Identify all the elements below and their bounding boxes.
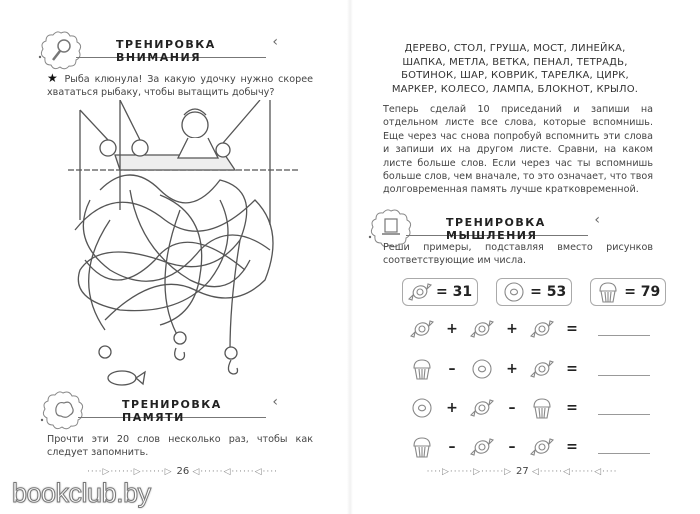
star-icon: ★ bbox=[47, 71, 60, 85]
word-list bbox=[370, 42, 660, 96]
attention-task-text: Рыба клюнула! За какую удочку нужно скорее хвататься рыбаку, чтобы вытащить добычу? bbox=[47, 74, 313, 98]
answer-blank[interactable] bbox=[598, 363, 650, 376]
watermark: bookclub.by bbox=[12, 478, 151, 508]
candy-icon bbox=[470, 397, 494, 419]
banner-tick: ‹ bbox=[594, 212, 600, 228]
memory-task: Прочти эти 20 слов несколько раз, чтобы как следует запомнить. bbox=[47, 434, 313, 458]
memory-instructions: Теперь сделай 10 приседаний и запиши на отдельном листе все слова, которые вспомнишь. Еще через час снова попробуй вспомнить эти слова и запиши их на другом листе. Сравни, на каком листе больше слов. Если через час ты вспомнишь больше слов, чем вначале, то это означает, что твоя долговременная память лучше кратковременной. bbox=[383, 104, 653, 196]
cupcake-icon bbox=[410, 358, 434, 380]
answer-blank[interactable] bbox=[598, 323, 650, 336]
candy-icon bbox=[530, 436, 554, 458]
donut-icon bbox=[470, 358, 494, 380]
page-number-left bbox=[45, 466, 320, 477]
banner-tick: ‹ bbox=[272, 394, 278, 410]
cupcake-icon bbox=[596, 281, 620, 303]
equals-sign: = bbox=[566, 439, 578, 455]
thinking-banner bbox=[368, 208, 600, 242]
candy-icon bbox=[408, 281, 432, 303]
decorative-arrows: ◁······◁······◁···· bbox=[192, 467, 278, 477]
memory-title: ТРЕНИРОВКА ПАМЯТИ bbox=[122, 398, 222, 424]
icon-value-legend bbox=[402, 278, 666, 306]
attention-task bbox=[47, 72, 313, 99]
equation-row bbox=[410, 358, 650, 380]
candy-icon bbox=[470, 318, 494, 340]
decorative-arrows: ····▷······▷······▷ bbox=[87, 467, 177, 477]
decorative-arrows: ····▷······▷······▷ bbox=[426, 467, 516, 477]
attention-banner bbox=[38, 30, 278, 64]
page-number: 26 bbox=[176, 466, 190, 477]
candy-icon bbox=[470, 436, 494, 458]
operator: – bbox=[448, 439, 456, 455]
candy-icon bbox=[530, 358, 554, 380]
page-number-right bbox=[382, 466, 662, 477]
legend-donut bbox=[496, 278, 572, 306]
legend-candy bbox=[402, 278, 478, 306]
legend-cupcake bbox=[590, 278, 666, 306]
candy-icon bbox=[410, 318, 434, 340]
fishing-maze-illustration bbox=[60, 100, 305, 390]
donut-icon bbox=[502, 281, 526, 303]
word-line: БОТИНОК, ШАР, КОВРИК, ТАРЕЛКА, ЦИРК, bbox=[401, 70, 629, 81]
operator: + bbox=[506, 361, 518, 377]
equation-row bbox=[410, 436, 650, 458]
answer-blank[interactable] bbox=[598, 441, 650, 454]
legend-value: = 53 bbox=[530, 284, 567, 300]
equals-sign: = bbox=[566, 321, 578, 337]
legend-value: = 31 bbox=[436, 284, 473, 300]
cupcake-icon bbox=[410, 436, 434, 458]
brain-icon bbox=[40, 390, 86, 430]
operator: – bbox=[508, 439, 516, 455]
equation-row bbox=[410, 397, 650, 419]
legend-value: = 79 bbox=[624, 284, 661, 300]
word-line: МАРКЕР, КОЛЕСО, ЛАМПА, БЛОКНОТ, КРЫЛО. bbox=[391, 83, 639, 95]
word-line: ДЕРЕВО, СТОЛ, ГРУША, МОСТ, ЛИНЕЙКА, bbox=[404, 43, 626, 54]
equals-sign: = bbox=[566, 400, 578, 416]
page-number: 27 bbox=[515, 466, 529, 477]
word-line: ШАПКА, МЕТЛА, ВЕТКА, ПЕНАЛ, ТЕТРАДЬ, bbox=[402, 56, 628, 68]
magnifier-icon bbox=[38, 30, 84, 70]
decorative-arrows: ◁······◁······◁···· bbox=[531, 467, 618, 477]
operator: – bbox=[448, 361, 456, 377]
equation-row bbox=[410, 318, 650, 340]
equals-sign: = bbox=[566, 361, 578, 377]
operator: + bbox=[446, 400, 458, 416]
memory-banner bbox=[40, 390, 278, 424]
thinking-title: ТРЕНИРОВКА МЫШЛЕНИЯ bbox=[446, 216, 546, 242]
cupcake-icon bbox=[530, 397, 554, 419]
attention-title: ТРЕНИРОВКА ВНИМАНИЯ bbox=[116, 38, 216, 64]
answer-blank[interactable] bbox=[598, 402, 650, 415]
thinking-task: Реши примеры, подставляя вместо рисунков соответствующие им числа. bbox=[383, 242, 653, 266]
candy-icon bbox=[530, 318, 554, 340]
operator: + bbox=[446, 321, 458, 337]
banner-tick: ‹ bbox=[272, 34, 278, 50]
operator: – bbox=[508, 400, 516, 416]
operator: + bbox=[506, 321, 518, 337]
donut-icon bbox=[410, 397, 434, 419]
